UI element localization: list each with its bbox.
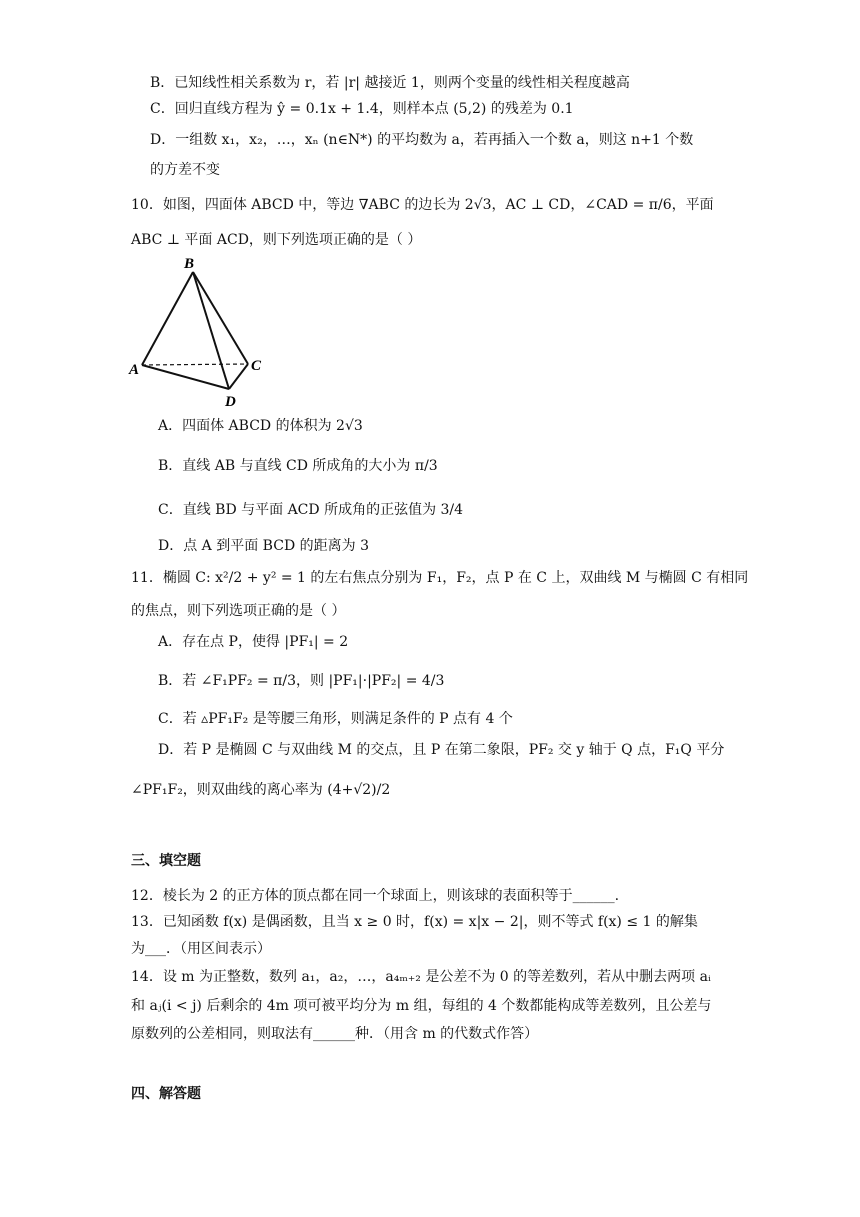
q11-stem-line2	[131, 601, 345, 621]
q10-stem-text1: 10．如图，四面体 ABCD 中，等边 ∇ABC 的边长为 2√3，AC ⊥ CD，∠CAD = π/6，平面	[131, 197, 714, 213]
q13-text1: 13．已知函数 f(x) 是偶函数，且当 x ≥ 0 时，f(x) = x|x − 2|，则不等式 f(x) ≤ 1 的解集	[131, 914, 698, 930]
q10-option-d-text: D．点 A 到平面 BCD 的距离为 3	[158, 538, 369, 554]
edge-ab	[142, 272, 193, 365]
q13-text2: 为___．（用区间表示）	[131, 941, 271, 957]
q14-line3	[131, 1024, 538, 1044]
q11-stem-text2: 的焦点，则下列选项正确的是（ ）	[131, 603, 346, 619]
edge-cd	[229, 364, 248, 389]
q9-option-c-text: C．回归直线方程为 ŷ = 0.1x + 1.4，则样本点 (5,2) 的残差为 0.1	[150, 101, 574, 117]
section-3-title: 三、填空题	[131, 853, 201, 869]
tetrahedron-figure	[128, 252, 278, 414]
vertex-label-a: A	[129, 362, 140, 378]
q9-option-d-text2: 的方差不变	[150, 162, 220, 178]
q9-option-c	[150, 99, 574, 119]
q14-text2: 和 aⱼ(i < j) 后剩余的 4m 项可被平均分为 m 组，每组的 4 个数都能构成等差数列，且公差与	[131, 998, 712, 1014]
edge-bc	[193, 272, 248, 364]
q11-option-c-text: C．若 ▵PF₁F₂ 是等腰三角形，则满足条件的 P 点有 4 个	[158, 711, 513, 727]
q12	[131, 886, 619, 906]
q10-stem-line1	[131, 195, 714, 215]
q11-stem-text1: 11．椭圆 C: x²/2 + y² = 1 的左右焦点分别为 F₁，F₂，点 P 在 C 上，双曲线 M 与椭圆 C 有相同	[131, 570, 749, 586]
q14-line2	[131, 996, 711, 1016]
q11-option-d-line2	[131, 780, 390, 800]
q10-option-d	[158, 536, 369, 556]
q10-stem-text2: ABC ⊥ 平面 ACD，则下列选项正确的是（ ）	[131, 232, 422, 248]
q10-option-c	[158, 500, 463, 520]
q11-option-d-text2: ∠PF₁F₂，则双曲线的离心率为 (4+√2)/2	[131, 782, 391, 798]
vertex-label-d: D	[225, 394, 236, 410]
q13-line1	[131, 912, 698, 932]
q9-option-b	[150, 73, 630, 93]
q11-option-d-text1: D．若 P 是椭圆 C 与双曲线 M 的交点，且 P 在第二象限，PF₂ 交 y 轴于 Q 点，F₁Q 平分	[158, 742, 725, 758]
q14-line1	[131, 967, 711, 987]
q11-option-b	[158, 671, 444, 691]
q14-text1: 14．设 m 为正整数，数列 a₁，a₂，…，a₄ₘ₊₂ 是公差不为 0 的等差数列，若从中删去两项 aᵢ	[131, 969, 711, 985]
section-4-title: 四、解答题	[131, 1086, 201, 1102]
q11-option-d-line1	[158, 740, 724, 760]
section-heading-solutions	[131, 1084, 201, 1104]
q11-option-a	[158, 632, 348, 652]
q10-option-a	[158, 416, 363, 436]
q10-option-c-text: C．直线 BD 与平面 ACD 所成角的正弦值为 3/4	[158, 502, 464, 518]
q11-option-c	[158, 709, 513, 729]
vertex-label-b: B	[184, 256, 195, 272]
q9-option-d-line2	[150, 160, 220, 180]
edge-bd	[193, 272, 229, 389]
q11-option-a-text: A．存在点 P，使得 |PF₁| = 2	[158, 634, 349, 650]
q10-option-a-text: A．四面体 ABCD 的体积为 2√3	[158, 418, 363, 434]
q9-option-d-text1: D．一组数 x₁，x₂，…，xₙ (n∈N*) 的平均数为 a，若再插入一个数 a，则这 n+1 个数	[150, 132, 694, 148]
q9-option-b-text: B．已知线性相关系数为 r，若 |r| 越接近 1，则两个变量的线性相关程度越高	[150, 75, 630, 91]
q14-text3: 原数列的公差相同，则取法有______种．（用含 m 的代数式作答）	[131, 1026, 539, 1042]
q11-option-b-text: B．若 ∠F₁PF₂ = π/3，则 |PF₁|·|PF₂| = 4/3	[158, 673, 445, 689]
edge-ad	[142, 365, 229, 389]
edge-ac-hidden	[142, 364, 248, 365]
q10-stem-line2	[131, 230, 421, 250]
q9-option-d-line1	[150, 130, 693, 150]
section-heading-fill-in	[131, 851, 201, 871]
q12-text: 12．棱长为 2 的正方体的顶点都在同一个球面上，则该球的表面积等于______.	[131, 888, 620, 904]
q10-option-b-text: B．直线 AB 与直线 CD 所成角的大小为 π/3	[158, 458, 438, 474]
q11-stem-line1	[131, 568, 748, 588]
vertex-label-c: C	[251, 358, 262, 374]
q13-line2	[131, 939, 271, 959]
q10-option-b	[158, 456, 438, 476]
